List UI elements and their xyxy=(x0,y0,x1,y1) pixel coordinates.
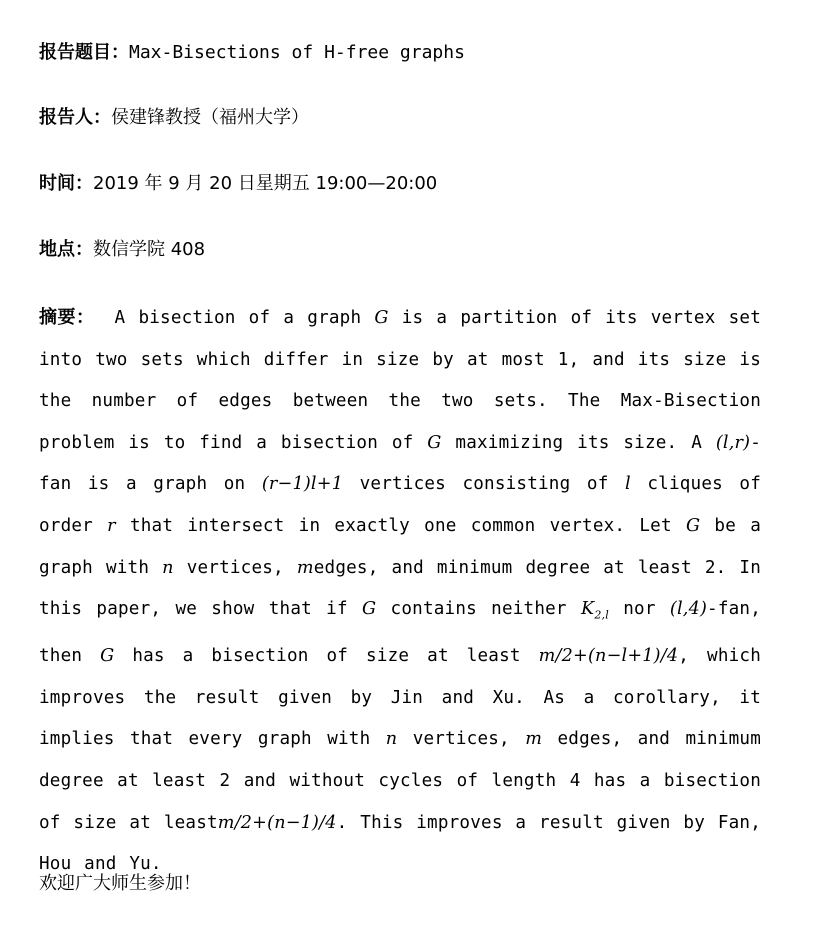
abstract-label: 摘要： xyxy=(39,307,95,328)
abstract-text-run: -fan, then xyxy=(39,599,762,667)
math-symbol: G xyxy=(374,308,389,328)
math-symbol: G xyxy=(362,599,377,620)
math-symbol: K xyxy=(580,599,595,620)
report-title-label: 报告题目： xyxy=(39,42,129,63)
abstract-text-run: maximizing its size. A xyxy=(441,432,716,453)
abstract-text-run: A bisection of a graph xyxy=(114,308,375,328)
math-subscript: 2,l xyxy=(594,608,609,622)
time-value: 2019 年 9 月 20 日星期五 19:00—20:00 xyxy=(93,173,438,194)
math-symbol: n xyxy=(162,557,174,578)
time-row xyxy=(39,172,437,196)
abstract-text-run: cliques of order xyxy=(39,474,761,536)
speaker-label: 报告人： xyxy=(39,107,111,128)
abstract-text-run: vertices consisting of xyxy=(343,474,626,495)
math-symbol: G xyxy=(100,646,115,667)
abstract-text-run: vertices, xyxy=(173,557,297,578)
report-title-row xyxy=(39,41,465,65)
abstract-text xyxy=(39,308,761,874)
abstract-text-run: contains neither xyxy=(376,599,581,620)
math-expression: m/2+(n−1)/4 xyxy=(217,812,337,833)
math-expression: m/2+(n−l+1)/4 xyxy=(538,646,679,667)
abstract-text-run: . This improves a result given by Fan, Hou and Yu. xyxy=(39,812,761,875)
math-symbol: m xyxy=(296,557,314,578)
math-symbol: l xyxy=(625,474,631,495)
speaker-row xyxy=(39,106,309,130)
math-symbol: r xyxy=(107,515,116,536)
abstract-text-run: -fan is a graph on xyxy=(39,432,761,495)
place-value: 数信学院 408 xyxy=(93,239,206,260)
abstract-text-run: vertices, xyxy=(397,729,526,750)
abstract-text-run: that intersect in exactly one common vertex. Let xyxy=(115,515,686,536)
math-symbol: n xyxy=(385,729,398,750)
math-symbol: m xyxy=(525,729,543,750)
speaker-value: 侯建锋教授（福州大学） xyxy=(111,107,309,128)
math-expression: (l,r) xyxy=(715,432,751,453)
abstract-text-run: , which improves the result given by Jin and Xu. As a corollary, it implies that every graph with xyxy=(39,646,761,750)
place-row xyxy=(39,238,205,262)
abstract-paragraph xyxy=(39,297,761,886)
math-symbol: G xyxy=(427,432,442,453)
closing-invitation: 欢迎广大师生参加！ xyxy=(39,873,201,894)
abstract-text-run: is a partition of its vertex set into two sets which differ in size by at most 1, and its size is the number of edges between the two sets. The Max-Bisection problem is to find a bisection of xyxy=(39,308,761,453)
report-title-value: Max-Bisections of H-free graphs xyxy=(129,42,465,63)
abstract-text-run: be a graph with xyxy=(39,515,761,578)
time-label: 时间： xyxy=(39,173,93,194)
math-expression: (l,4) xyxy=(669,599,708,620)
math-symbol: G xyxy=(685,515,701,536)
abstract-text-run: edges, and minimum degree at least 2 and without cycles of length 4 has a bisection of size at least xyxy=(39,729,761,833)
abstract-text-run: edges, and minimum degree at least 2. In this paper, we show that if xyxy=(39,557,762,620)
place-label: 地点： xyxy=(39,239,93,260)
abstract-text-run: has a bisection of size at least xyxy=(114,646,539,667)
abstract-text-run: nor xyxy=(608,599,670,620)
math-expression: (r−1)l+1 xyxy=(261,474,344,495)
